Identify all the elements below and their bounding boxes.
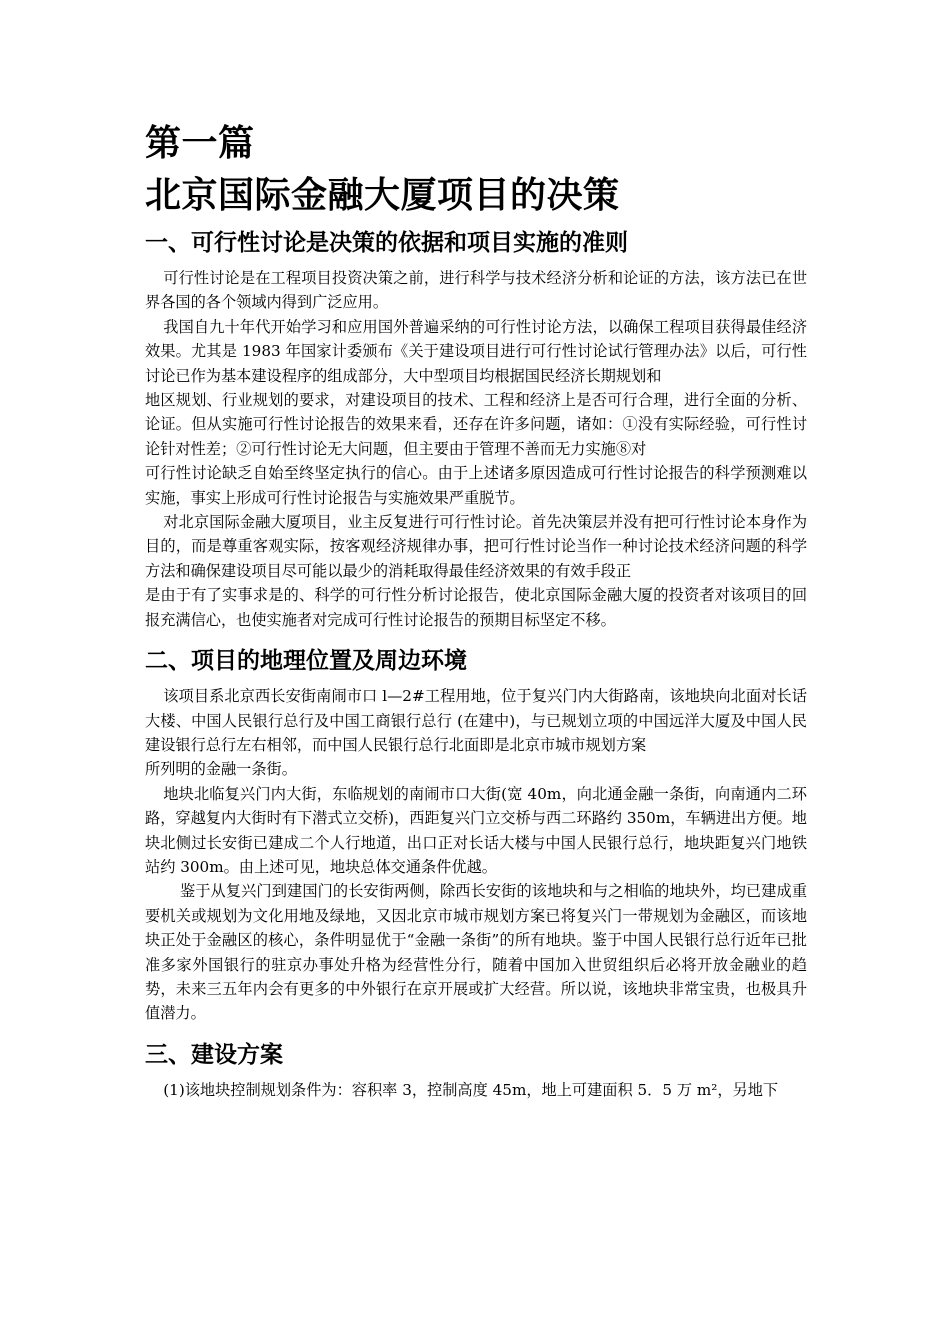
paragraph: 是由于有了实事求是的、科学的可行性分析讨论报告，使北京国际金融大厦的投资者对该项目的回报充满信心，也使实施者对完成可行性讨论报告的预期目标坚定不移。 [145, 586, 807, 629]
paragraph: 鉴于从复兴门到建国门的长安街两侧，除西长安街的该地块和与之相临的地块外，均已建成重要机关或规划为文化用地及绿地，又因北京市城市规划方案已将复兴门一带规划为金融区，而该地块正处于金融区的核心，条件明显优于“金融一条街”的所有地块。鉴于中国人民银行总行近年已批准多家外国银行的驻京办事处升格为经营性分行，随着中国加入世贸组织后必将开放金融业的趋势，未来三五年内会有更多的中外银行在京开展或扩大经营。所以说，该地块非常宝贵，也极具升值潜力。 [145, 882, 807, 1023]
paragraph: 可行性讨论是在工程项目投资决策之前，进行科学与技术经济分析和论证的方法，该方法已在世界各国的各个领域内得到广泛应用。 [145, 269, 807, 312]
document-title: 北京国际金融大厦项目的决策 [145, 175, 620, 216]
section-heading: 三、建设方案 [145, 1041, 283, 1068]
part-title: 第一篇 [145, 123, 255, 164]
paragraph: (1)该地块控制规划条件为：容积率 3，控制高度 45m，地上可建面积 5．5 万 m²，另地下 [163, 1080, 779, 1099]
section-location [145, 644, 807, 1026]
paragraph: 可行性讨论缺乏自始至终坚定执行的信心。由于上述诸多原因造成可行性讨论报告的科学预测难以实施，事实上形成可行性讨论报告与实施效果严重脱节。 [145, 464, 807, 507]
paragraph: 所列明的金融一条街。 [145, 760, 297, 779]
paragraph: 我国自九十年代开始学习和应用国外普遍采纳的可行性讨论方法，以确保工程项目获得最佳经济效果。尤其是 1983 年国家计委颁布《关于建设项目进行可行性讨论试行管理办法》以后，可行性讨论已作为基本建设程序的组成部分，大中型项目均根据国民经济长期规划和 [145, 317, 807, 385]
section-construction-plan [145, 1038, 807, 1102]
section-heading: 一、可行性讨论是决策的依据和项目实施的准则 [145, 230, 628, 256]
paragraph: 该项目系北京西长安街南闹市口 l—2#工程用地，位于复兴门内大街路南，该地块向北面对长话大楼、中国人民银行总行及中国工商银行总行 (在建中)，与已规划立项的中国远洋大厦及中国人民建设银行总行左右相邻，而中国人民银行总行北面即是北京市城市规划方案 [145, 687, 807, 754]
paragraph: 地区规划、行业规划的要求，对建设项目的技术、工程和经济上是否可行合理，进行全面的分析、论证。但从实施可行性讨论报告的效果来看，还存在许多问题，诸如：①没有实际经验，可行性讨论针对性差；②可行性讨论无大问题，但主要由于管理不善而无力实施⑧对 [145, 391, 807, 458]
document-page [145, 118, 807, 1102]
section-feasibility [145, 226, 807, 632]
paragraph: 对北京国际金融大厦项目，业主反复进行可行性讨论。首先决策层并没有把可行性讨论本身作为目的，而是尊重客观实际，按客观经济规律办事，把可行性讨论当作一种讨论技术经济问题的科学方法和确保建设项目尽可能以最少的消耗取得最佳经济效果的有效手段正 [145, 513, 807, 580]
paragraph: 地块北临复兴门内大街，东临规划的南闹市口大街(宽 40m，向北通金融一条街，向南通内二环路，穿越复内大街时有下潜式立交桥)，西距复兴门立交桥与西二环路约 350m，车辆进出方便。地块北侧过长安街已建成二个人行地道，出口正对长话大楼与中国人民银行总行，地块距复兴门地铁站约 300m。由上述可见，地块总体交通条件优越。 [145, 784, 807, 876]
section-heading: 二、项目的地理位置及周边环境 [145, 648, 467, 675]
